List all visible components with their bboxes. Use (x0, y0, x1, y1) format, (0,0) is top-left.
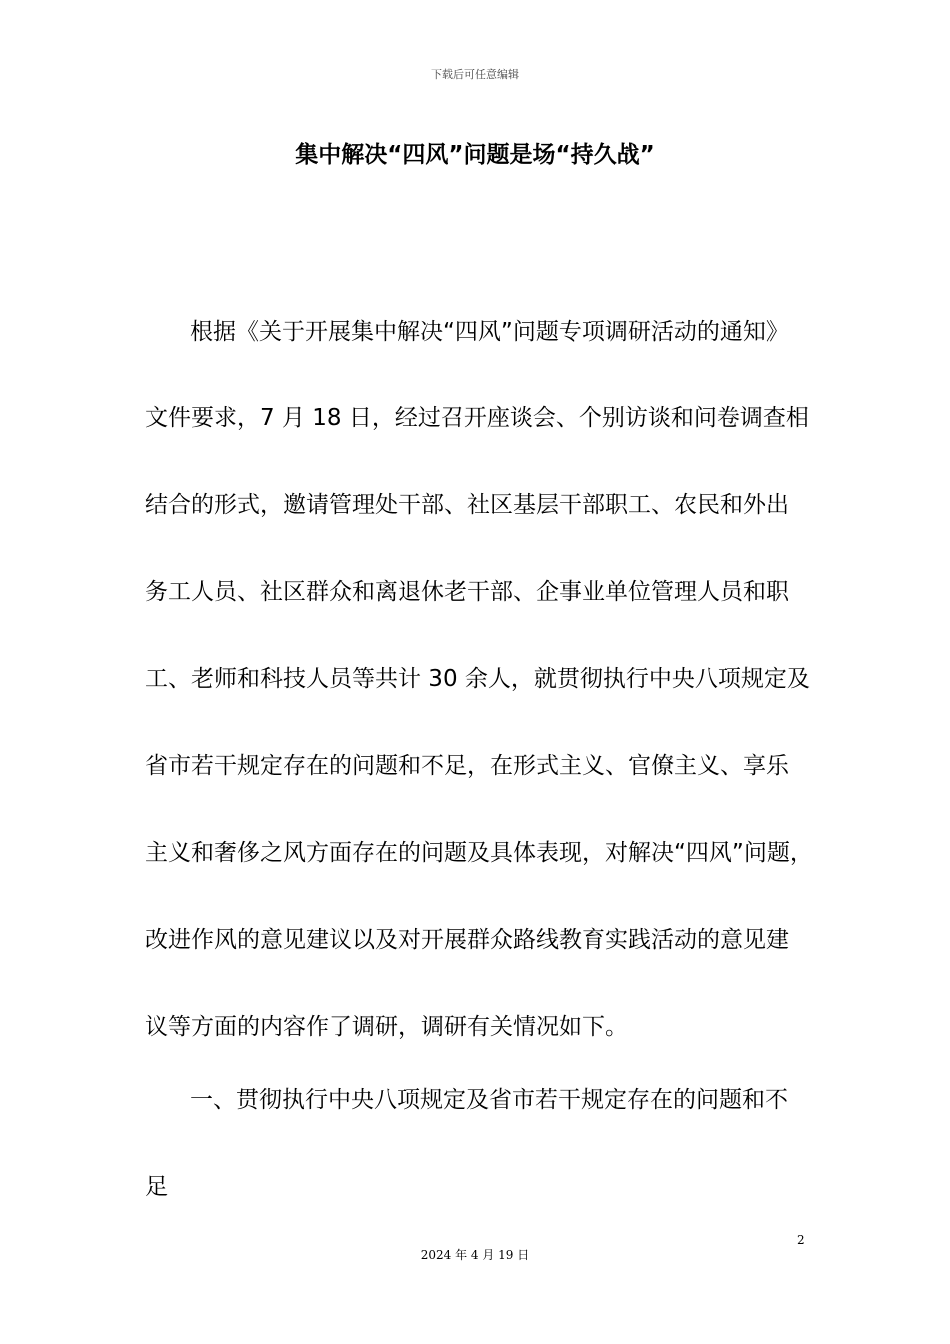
header-note: 下载后可任意编辑 (431, 68, 519, 81)
body-line: 改进作风的意见建议以及对开展群众路线教育实践活动的意见建 (145, 927, 789, 953)
document-title: 集中解决“四风”问题是场“持久战” (295, 142, 655, 168)
section-heading-line: 足 (145, 1174, 168, 1200)
body-line: 主义和奢侈之风方面存在的问题及具体表现，对解决“四风”问题， (145, 840, 813, 866)
section-heading-line: 一、贯彻执行中央八项规定及省市若干规定存在的问题和不 (190, 1087, 788, 1113)
body-line: 工、老师和科技人员等共计 30 余人，就贯彻执行中央八项规定及 (145, 666, 810, 692)
body-line: 根据《关于开展集中解决“四风”问题专项调研活动的通知》 (190, 319, 789, 345)
body-line: 省市若干规定存在的问题和不足，在形式主义、官僚主义、享乐 (145, 753, 789, 779)
body-line: 结合的形式，邀请管理处干部、社区基层干部职工、农民和外出 (145, 492, 789, 518)
body-line: 文件要求，7 月 18 日，经过召开座谈会、个别访谈和问卷调查相 (145, 405, 809, 431)
footer-date: 2024 年 4 月 19 日 (420, 1248, 530, 1262)
body-line: 务工人员、社区群众和离退休老干部、企事业单位管理人员和职 (145, 579, 789, 605)
body-line: 议等方面的内容作了调研，调研有关情况如下。 (145, 1014, 628, 1040)
page-number: 2 (797, 1233, 805, 1247)
